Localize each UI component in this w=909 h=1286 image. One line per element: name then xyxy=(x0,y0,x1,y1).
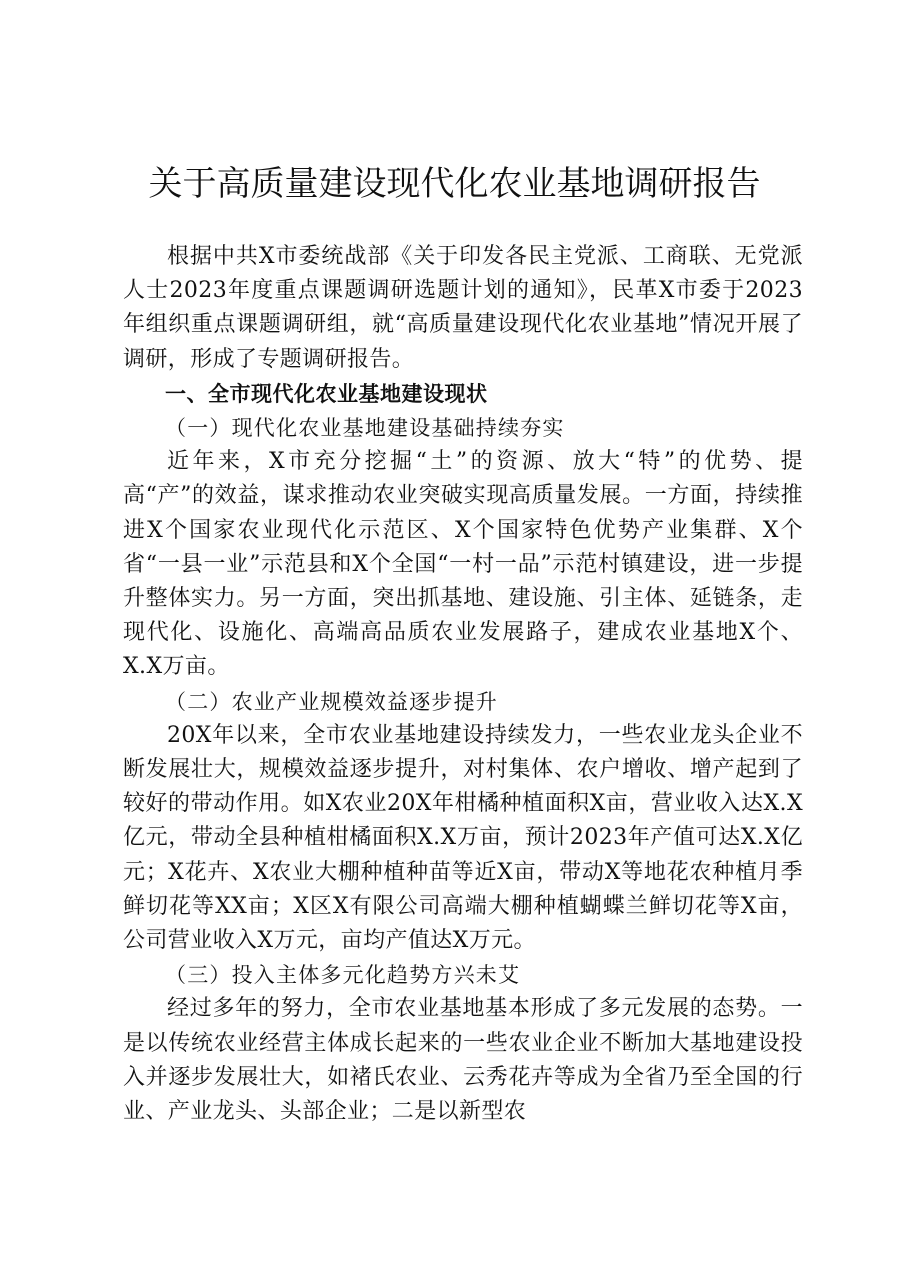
intro-paragraph: 根据中共X市委统战部《关于印发各民主党派、工商联、无党派人士2023年度重点课题调研选题计划的通知》，民革X市委于2023年组织重点课题调研组，就“高质量建设现代化农业基地”情况开展了调研，形成了专题调研报告。 xyxy=(123,244,803,372)
subsection-paragraph-1: 近年来，X市充分挖掘“土”的资源、放大“特”的优势、提高“产”的效益，谋求推动农业突破实现高质量发展。一方面，持续推进X个国家农业现代化示范区、X个国家特色优势产业集群、X个省“一县一业”示范县和X个全国“一村一品”示范村镇建设，进一步提升整体实力。另一方面，突出抓基地、建设施、引主体、延链条，走现代化、设施化、高端高品质农业发展路子，建成农业基地X个、X.X万亩。 xyxy=(123,449,803,680)
document-title: 关于高质量建设现代化农业基地调研报告 xyxy=(148,164,761,204)
section-heading-1: 一、全市现代化农业基地建设现状 xyxy=(165,381,488,406)
subsection-heading-3: （三）投入主体多元化趋势方兴未艾 xyxy=(165,963,521,988)
document-body xyxy=(123,240,803,1129)
subsection-heading-2: （二）农业产业规模效益逐步提升 xyxy=(165,689,498,714)
subsection-paragraph-2: 20X年以来，全市农业基地建设持续发力，一些农业龙头企业不断发展壮大，规模效益逐步提升，对村集体、农户增收、增产起到了较好的带动作用。如X农业20X年柑橘种植面积X亩，营业收入达X.X亿元，带动全县种植柑橘面积X.X万亩，预计2023年产值可达X.X亿元；X花卉、X农业大棚种植种苗等近X亩，带动X等地花农种植月季鲜切花等XX亩；X区X有限公司高端大棚种植蝴蝶兰鲜切花等X亩，公司营业收入X万元，亩均产值达X万元。 xyxy=(123,722,803,954)
subsection-paragraph-3: 经过多年的努力，全市农业基地基本形成了多元发展的态势。一是以传统农业经营主体成长起来的一些农业企业不断加大基地建设投入并逐步发展壮大，如褚氏农业、云秀花卉等成为全省乃至全国的行业、产业龙头、头部企业；二是以新型农 xyxy=(123,996,803,1125)
subsection-heading-1: （一）现代化农业基地建设基础持续夯实 xyxy=(165,416,565,441)
